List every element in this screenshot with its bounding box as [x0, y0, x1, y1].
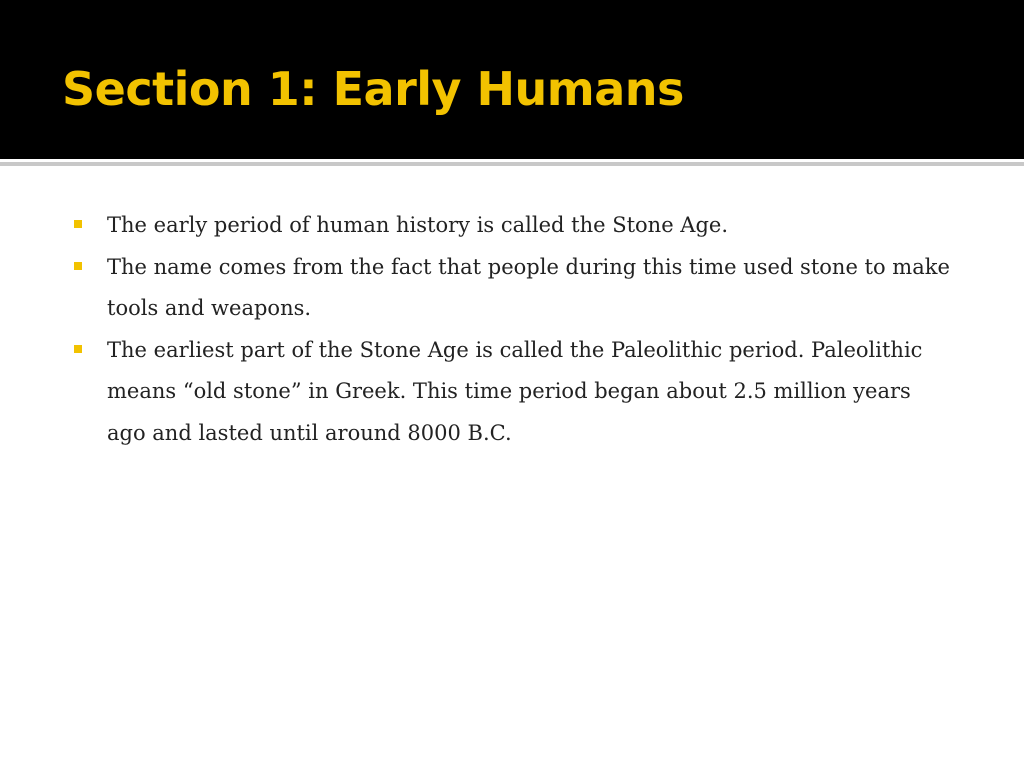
divider-bar — [0, 162, 1024, 166]
bullet-item — [72, 205, 952, 247]
square-bullet-icon — [74, 262, 82, 270]
title-band — [0, 0, 1024, 159]
bullet-list — [72, 205, 952, 454]
bullet-text: The name comes from the fact that people during this time used stone to make tools and weapons. — [107, 254, 950, 320]
square-bullet-icon — [74, 345, 82, 353]
slide-title: Section 1: Early Humans — [62, 62, 684, 116]
bullet-text: The early period of human history is called the Stone Age. — [107, 213, 729, 237]
divider-thin — [0, 159, 1024, 160]
bullet-text: The earliest part of the Stone Age is called the Paleolithic period. Paleolithic means “old stone” in Greek. This time period began about 2.5 million years ago and lasted until around 8000 B.C. — [107, 337, 923, 445]
square-bullet-icon — [74, 220, 82, 228]
bullet-item — [72, 330, 952, 455]
bullet-item — [72, 247, 952, 330]
